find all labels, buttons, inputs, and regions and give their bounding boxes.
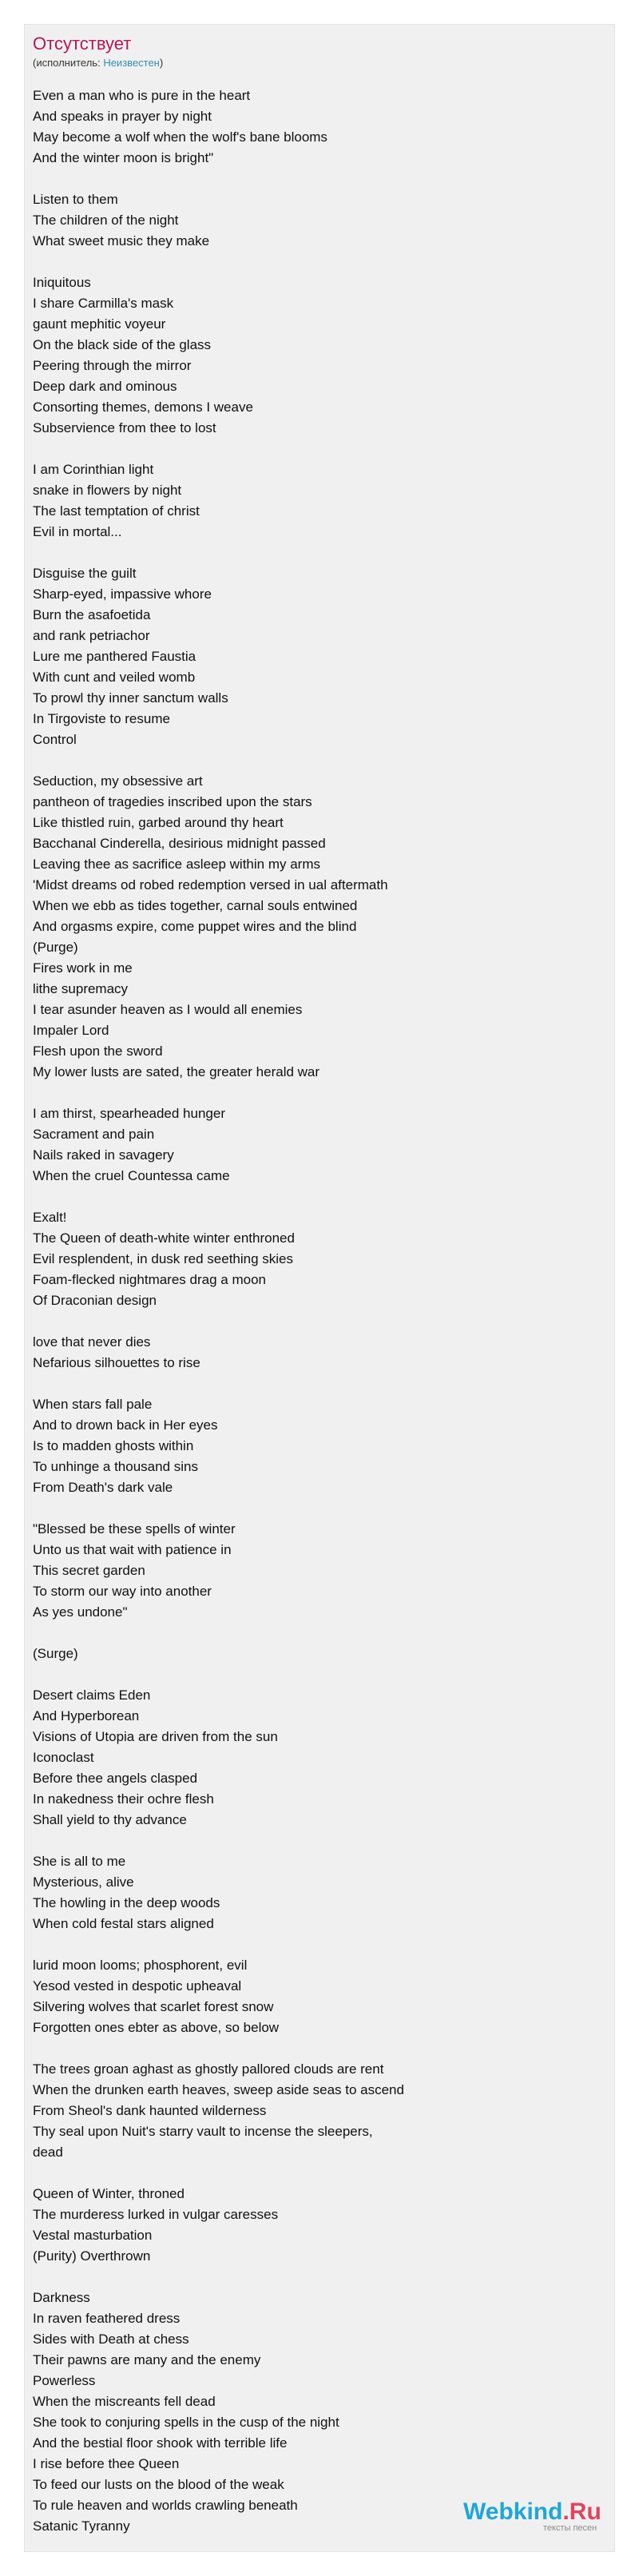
performer-link[interactable]: Неизвестен (103, 57, 160, 69)
lyric-line: From Sheol's dank haunted wilderness (33, 2103, 267, 2118)
lyric-line: and rank petriachor (33, 628, 150, 643)
lyric-line: Before thee angels clasped (33, 1771, 198, 1786)
lyric-line: Their pawns are many and the enemy (33, 2352, 261, 2367)
lyric-line: Sides with Death at chess (33, 2332, 189, 2347)
lyric-line: Lure me panthered Faustia (33, 649, 196, 664)
lyric-line: gaunt mephitic voyeur (33, 316, 166, 332)
lyric-line: Iniquitous (33, 275, 91, 290)
song-header (33, 33, 163, 70)
lyric-line: Sharp-eyed, impassive whore (33, 586, 212, 602)
lyric-line: Mysterious, alive (33, 1874, 134, 1890)
lyric-line: The last temptation of christ (33, 503, 200, 519)
lyric-line: Fires work in me (33, 960, 133, 976)
lyric-line: Exalt! (33, 1210, 67, 1225)
lyric-line: I am thirst, spearheaded hunger (33, 1106, 225, 1121)
lyric-line: Vestal masturbation (33, 2228, 153, 2243)
lyric-line: Satanic Tyranny (33, 2518, 130, 2534)
lyric-line: To unhinge a thousand sins (33, 1459, 198, 1474)
lyric-line: lurid moon looms; phosphorent, evil (33, 1958, 248, 1973)
lyric-line: She is all to me (33, 1854, 126, 1869)
lyric-line: Thy seal upon Nuit's starry vault to incense the sleepers, (33, 2124, 373, 2139)
performer-suffix: ) (159, 57, 164, 69)
stanza-break (33, 2267, 600, 2288)
lyric-line: In raven feathered dress (33, 2311, 181, 2326)
performer-line (33, 57, 163, 70)
lyric-line: Nails raked in savagery (33, 1147, 174, 1163)
lyric-line: dead (33, 2145, 63, 2160)
lyrics-page (24, 24, 615, 2552)
lyric-line: (Purge) (33, 940, 78, 955)
stanza-break (33, 1311, 600, 1332)
lyric-line: Consorting themes, demons I weave (33, 400, 253, 415)
lyric-line: pantheon of tragedies inscribed upon the stars (33, 794, 312, 809)
stanza-break (33, 543, 600, 563)
lyric-line: Deep dark and ominous (33, 379, 177, 394)
lyric-line: Burn the asafoetida (33, 607, 151, 622)
stanza-break (33, 1498, 600, 1519)
lyric-line: With cunt and veiled womb (33, 670, 196, 685)
lyric-line: Subservience from thee to lost (33, 420, 216, 435)
lyric-line: Seduction, my obsessive art (33, 773, 203, 789)
lyric-line: Is to madden ghosts within (33, 1438, 194, 1453)
lyric-line: Desert claims Eden (33, 1688, 151, 1703)
lyric-line: When stars fall pale (33, 1397, 153, 1412)
lyric-line: And to drown back in Her eyes (33, 1417, 218, 1433)
lyric-line: Evil resplendent, in dusk red seething skies (33, 1251, 294, 1266)
lyric-line: 'Midst dreams od robed redemption versed in ual aftermath (33, 877, 388, 892)
lyric-line: Forgotten ones ebter as above, so below (33, 2020, 280, 2035)
lyric-line: On the black side of the glass (33, 337, 212, 352)
lyric-line: And Hyperborean (33, 1708, 140, 1723)
lyric-line: From Death's dark vale (33, 1480, 173, 1495)
lyric-line: The trees groan aghast as ghostly pallored clouds are rent (33, 2061, 384, 2077)
lyrics-text (33, 85, 600, 2537)
lyric-line: Flesh upon the sword (33, 1044, 163, 1059)
stanza-break (33, 1187, 600, 1207)
lyric-line: The Queen of death-white winter enthroned (33, 1230, 295, 1246)
lyric-line: Like thistled ruin, garbed around thy heart (33, 815, 284, 830)
stanza-break (33, 439, 600, 459)
lyric-line: Foam-flecked nightmares drag a moon (33, 1272, 266, 1287)
lyric-line: To feed our lusts on the blood of the weak (33, 2477, 284, 2492)
logo-subtitle: тексты песен (543, 2523, 597, 2533)
lyric-line: What sweet music they make (33, 233, 210, 248)
lyric-line: Queen of Winter, throned (33, 2186, 185, 2201)
lyric-line: Sacrament and pain (33, 1127, 155, 1142)
lyric-line: I share Carmilla's mask (33, 296, 174, 311)
lyric-line: This secret garden (33, 1563, 145, 1578)
lyric-line: And orgasms expire, come puppet wires and the blind (33, 919, 357, 934)
lyric-line: Disguise the guilt (33, 566, 137, 581)
lyric-line: I am Corinthian light (33, 462, 154, 477)
lyric-line: To prowl thy inner sanctum walls (33, 690, 228, 706)
lyric-line: Impaler Lord (33, 1023, 109, 1038)
lyric-line: When the drunken earth heaves, sweep aside seas to ascend (33, 2082, 404, 2097)
lyric-line: I tear asunder heaven as I would all enemies (33, 1002, 303, 1017)
performer-prefix: (исполнитель: (33, 57, 101, 69)
lyric-line: As yes undone" (33, 1604, 128, 1620)
lyric-line: "Blessed be these spells of winter (33, 1521, 236, 1536)
lyric-line: Bacchanal Cinderella, desirious midnight passed (33, 836, 326, 851)
stanza-break (33, 1831, 600, 1851)
site-logo[interactable] (463, 2499, 633, 2531)
lyric-line: Shall yield to thy advance (33, 1812, 187, 1827)
lyric-line: In nakedness their ochre flesh (33, 1791, 214, 1807)
logo-wordmark (463, 2499, 601, 2525)
lyric-line: Powerless (33, 2373, 96, 2388)
stanza-break (33, 1664, 600, 1685)
lyric-line: May become a wolf when the wolf's bane blooms (33, 129, 327, 145)
lyric-line: The murderess lurked in vulgar caresses (33, 2207, 279, 2222)
lyric-line: In Tirgoviste to resume (33, 711, 170, 726)
lyric-line: And the winter moon is bright" (33, 150, 214, 165)
lyric-line: Visions of Utopia are driven from the sun (33, 1729, 278, 1744)
stanza-break (33, 1083, 600, 1103)
lyric-line: (Purity) Overthrown (33, 2248, 151, 2264)
stanza-break (33, 169, 600, 189)
logo-main-text: Webkind (463, 2498, 563, 2525)
lyric-line: And speaks in prayer by night (33, 109, 212, 124)
lyric-line: Listen to them (33, 192, 118, 207)
lyric-line: The children of the night (33, 213, 179, 228)
logo-tld-text: .Ru (562, 2498, 601, 2525)
stanza-break (33, 252, 600, 272)
lyric-line: Peering through the mirror (33, 358, 192, 373)
lyric-line: Even a man who is pure in the heart (33, 88, 251, 103)
stanza-break (33, 2038, 600, 2059)
lyric-line: To storm our way into another (33, 1584, 212, 1599)
stanza-break (33, 1623, 600, 1644)
lyric-line: My lower lusts are sated, the greater herald war (33, 1064, 320, 1079)
stanza-break (33, 2163, 600, 2184)
lyric-line: Control (33, 732, 77, 747)
lyric-line: Nefarious silhouettes to rise (33, 1355, 200, 1370)
lyric-line: Unto us that wait with patience in (33, 1542, 232, 1557)
lyric-line: To rule heaven and worlds crawling beneath (33, 2498, 298, 2513)
lyric-line: Of Draconian design (33, 1293, 157, 1308)
lyric-line: (Surge) (33, 1646, 78, 1661)
lyric-line: Darkness (33, 2290, 90, 2305)
lyric-line: When cold festal stars aligned (33, 1916, 214, 1931)
lyric-line: I rise before thee Queen (33, 2456, 180, 2471)
lyric-line: When the miscreants fell dead (33, 2394, 216, 2409)
lyric-line: Silvering wolves that scarlet forest snow (33, 1999, 274, 2014)
lyric-line: She took to conjuring spells in the cusp of the night (33, 2415, 339, 2430)
stanza-break (33, 1373, 600, 1394)
stanza-break (33, 750, 600, 771)
lyric-line: snake in flowers by night (33, 483, 182, 498)
lyric-line: Evil in mortal... (33, 524, 122, 539)
lyric-line: love that never dies (33, 1334, 151, 1350)
lyric-line: Iconoclast (33, 1750, 94, 1765)
lyric-line: And the bestial floor shook with terrible life (33, 2435, 288, 2451)
lyric-line: When we ebb as tides together, carnal souls entwined (33, 898, 358, 913)
lyric-line: lithe supremacy (33, 981, 129, 996)
lyric-line: Yesod vested in despotic upheaval (33, 1978, 242, 1994)
song-title: Отсутствует (33, 34, 132, 54)
stanza-break (33, 1934, 600, 1955)
lyric-line: Leaving thee as sacrifice asleep within my arms (33, 857, 320, 872)
lyric-line: When the cruel Countessa came (33, 1168, 230, 1183)
lyric-line: The howling in the deep woods (33, 1895, 220, 1910)
